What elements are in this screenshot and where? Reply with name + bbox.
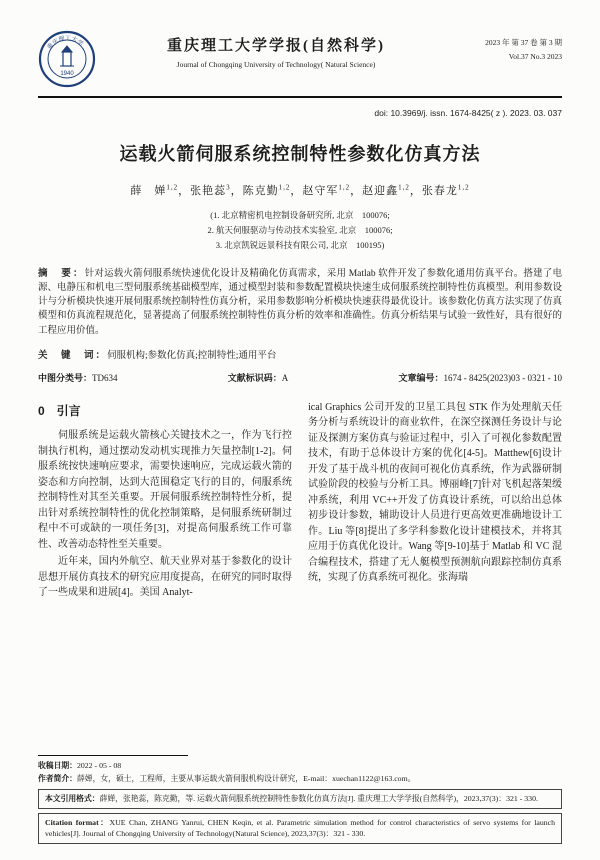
keywords-label: 关 键 词：	[38, 351, 108, 362]
abstract-label: 摘 要：	[38, 268, 85, 279]
footnote-area	[38, 755, 562, 844]
author-bio: 作者简介：薛婵，女，硕士，工程师，主要从事运载火箭伺服机构设计研究，E-mail：xuechan1122@163.com。	[38, 774, 416, 784]
body-columns	[38, 400, 562, 700]
keywords-text: 伺服机构;参数化仿真;控制特性;通用平台	[107, 351, 277, 362]
citation-box-en: Citation format：XUE Chan, ZHANG Yanrui, CHEN Keqin, et al. Parametric simulation method for control characteristics of servo systems for launch vehicles[J]. Journal of Chongqing University of Technology(Natural Science), 2023,37(3)：321 - 330.	[38, 813, 562, 844]
article-number: 文章编号：1674 - 8425(2023)03 - 0321 - 10	[398, 372, 562, 383]
author: 赵迎鑫$^{1,2}$ ，	[362, 185, 422, 197]
clc-number: 中图分类号：TD634	[38, 372, 118, 383]
affiliation-line: 2. 航天伺服驱动与传动技术实验室, 北京 100076;	[207, 224, 393, 235]
issue-line-cn: 2023 年 第 37 卷 第 3 期	[485, 38, 562, 47]
author: 张春龙$^{1,2}$	[421, 183, 470, 197]
author: 张艳蕊$^3$ ，	[190, 185, 243, 197]
journal-header	[38, 30, 562, 98]
article-title: 运载火箭伺服系统控制特性参数化仿真方法	[119, 144, 481, 164]
author: 陈克勤$^{1,2}$ ，	[243, 185, 303, 197]
document-code: 文献标识码：A	[227, 372, 289, 383]
paragraph: 伺服系统是运载火箭核心关键技术之一，作为飞行控制执行机构，通过摆动发动机实现推力矢量控制[1-2]。伺服系统按快速响应要求，需要快速响应，完成运载火箭的姿态和方向控制，达到大范围稳定飞行的目的，伺服系统控制特性对其至关重要。开展伺服系统控制特性分析，提出针对系统控制特性的优化控制策略，是伺服系统研制过程中不可或缺的一项任务[3]，对提高伺服系统工作可靠性、改善动态特性至关重要。	[38, 430, 292, 550]
paragraph: ical Graphics 公司开发的卫星工具包 STK 作为处理航天任务分析与系统设计的商业软件，在深空探测任务设计与论证及探测方案仿真与验证过程中，引入了可视化参数配置技术，有助于总体设计方案的优化[4-5]。Matthew[6]设计开发了基于战斗机的夜间可视化仿真系统，作为武器研制试验阶段的校验与分析工具。博丽峰[7]针对飞机起落架缓冲系统，利用 VC++开发了仿真设计系统，可以给出总体初步设计参数，辅助设计人员进行更高效更准确地设计工作。Liu 等[8]提出了多学科参数化设计建模技术，并将其应用于仿真优化设计。Wang 等[9-10]基于 Matlab 和 VC 混合编程技术，搭建了无人艇模型预测航向跟踪控制仿真系统，实现了仿真系统可视化。张海瑞	[308, 401, 562, 584]
affiliation-line: 3. 北京凯锐远景科技有限公司, 北京 100195)	[215, 239, 385, 250]
keywords-line	[38, 347, 562, 361]
author: 赵守军$^{1,2}$ ，	[302, 185, 362, 197]
seal-icon	[38, 30, 96, 88]
column-left	[38, 400, 292, 700]
column-right	[308, 400, 562, 700]
affiliation-line: (1. 北京精密机电控制设备研究所, 北京 100076;	[210, 210, 390, 220]
journal-titles	[100, 30, 452, 69]
author: 薛 婵$^{1,2}$ ，	[130, 185, 190, 197]
abstract-section	[38, 267, 562, 338]
journal-title-cn: 重庆理工大学学报(自然科学)	[167, 38, 385, 54]
citation-box-cn: 本文引用格式：薛婵，张艳蕊，陈克勤，等. 运载火箭伺服系统控制特性参数化仿真方法[J]. 重庆理工大学学报(自然科学)，2023,37(3)：321 - 330.	[38, 789, 562, 809]
journal-title-en: Journal of Chongqing University of Technology( Natural Science)	[176, 60, 376, 69]
university-seal-logo	[38, 30, 100, 88]
seal-year: 1940	[60, 71, 74, 77]
doi-line: doi: 10.3969/j. issn. 1674-8425( z ). 2023. 03. 037	[374, 108, 562, 118]
received-date: 收稿日期：2022 - 05 - 08	[38, 760, 122, 770]
abstract-text: 针对运载火箭伺服系统快速优化设计及精确化仿真需求，采用 Matlab 软件开发了参数化通用仿真平台。搭建了电源、电静压和机电三型伺服系统基础模型库，通过模型封装和参数配置模块快速生成伺服系统控制特性仿真模型。利用参数设计与分析模块快速开展伺服系统控制特性仿真分析，采用参数影响分析模块快速获得最优设计。该参数化仿真方法实现了仿真模型和仿真流程规范化，显著提高了伺服系统控制特性仿真分析的效率和准确性。仿真分析结果与试验一致性好，具有很好的工程应用价值。	[38, 268, 562, 336]
footnote-rule	[38, 755, 188, 756]
paragraph: 近年来，国内外航空、航天业界对基于参数化的设计思想开展仿真技术的研究应用度提高，在研究的同时取得了一些成果和进展[4]。美国 Analyt-	[38, 556, 292, 599]
issue-line-en: Vol.37 No.3 2023	[508, 52, 562, 62]
svg-text:重庆理工大学: 重庆理工大学	[46, 35, 84, 51]
issue-info	[452, 30, 562, 65]
meta-line	[38, 371, 562, 384]
authors-line	[38, 182, 562, 198]
section-heading: 0 引言	[38, 403, 81, 418]
affiliations	[38, 208, 562, 253]
